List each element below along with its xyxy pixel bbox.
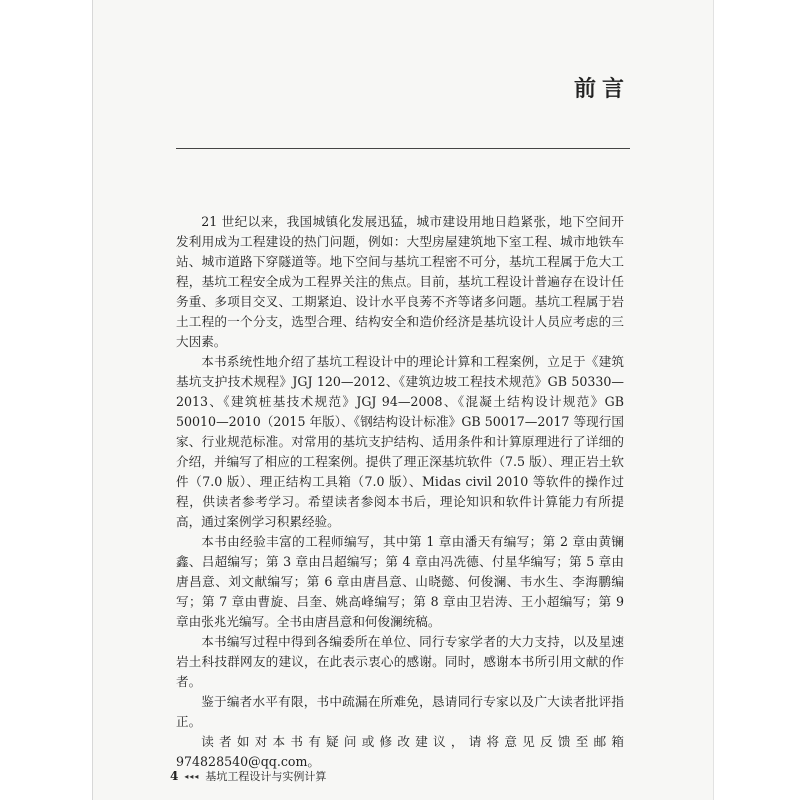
paragraph: 本书编写过程中得到各编委所在单位、同行专家学者的大力支持，以及星速岩土科技群网友的建议，在此表示衷心的感谢。同时，感谢本书所引用文献的作者。 <box>176 634 624 689</box>
paragraph: 读者如对本书有疑问或修改建议，请将意见反馈至邮箱 974828540@qq.com。 <box>176 734 624 769</box>
title-divider <box>176 148 630 149</box>
arrow-icon: ◂◂◂ <box>184 771 200 781</box>
paragraph: 本书由经验丰富的工程师编写，其中第 1 章由潘天有编写；第 2 章由黄镧鑫、吕超编写；第 3 章由吕超编写；第 4 章由冯冼德、付星华编写；第 5 章由唐昌意、刘文献编写；第 6 章由唐昌意、山晓懿、何俊澜、韦水生、李海鹏编写；第 7 章由曹旋、吕奎、姚高峰编写；第 8 章由卫岩涛、王小超编写；第 9 章由张兆光编写。全书由唐昌意和何俊澜统稿。 <box>176 534 624 629</box>
preface-body <box>176 212 624 772</box>
paragraph: 21 世纪以来，我国城镇化发展迅猛，城市建设用地日趋紧张，地下空间开发利用成为工程建设的热门问题，例如：大型房屋建筑地下室工程、城市地铁车站、城市道路下穿隧道等。地下空间与基坑工程密不可分，基坑工程属于危大工程，基坑工程安全成为工程界关注的焦点。目前，基坑工程设计普遍存在设计任务重、多项目交叉、工期紧迫、设计水平良莠不齐等诸多问题。基坑工程属于岩土工程的一个分支，选型合理、结构安全和造价经济是基坑设计人员应考虑的三大因素。 <box>176 214 624 349</box>
paragraph: 鉴于编者水平有限，书中疏漏在所难免，恳请同行专家以及广大读者批评指正。 <box>176 694 624 729</box>
page-margin <box>0 0 92 800</box>
paragraph: 本书系统性地介绍了基坑工程设计中的理论计算和工程案例，立足于《建筑基坑支护技术规程》JGJ 120—2012、《建筑边坡工程技术规范》GB 50330—2013、《建筑桩基技术规范》JGJ 94—2008、《混凝土结构设计规范》GB 50010—2010（2015 年版）、《钢结构设计标准》GB 50017—2017 等现行国家、行业规范标准。对常用的基坑支护结构、适用条件和计算原理进行了详细的介绍，并编写了相应的工程案例。提供了理正深基坑软件（7.5 版）、理正岩土软件（7.0 版）、理正结构工具箱（7.0 版）、Midas civil 2010 等软件的操作过程，供读者参考学习。希望读者参阅本书后，理论知识和软件计算能力有所提高，通过案例学习积累经验。 <box>176 354 624 529</box>
page-number: 4 <box>170 769 179 783</box>
page-title: 前言 <box>573 77 630 102</box>
page-footer <box>170 768 326 784</box>
book-title: 基坑工程设计与实例计算 <box>205 770 327 783</box>
